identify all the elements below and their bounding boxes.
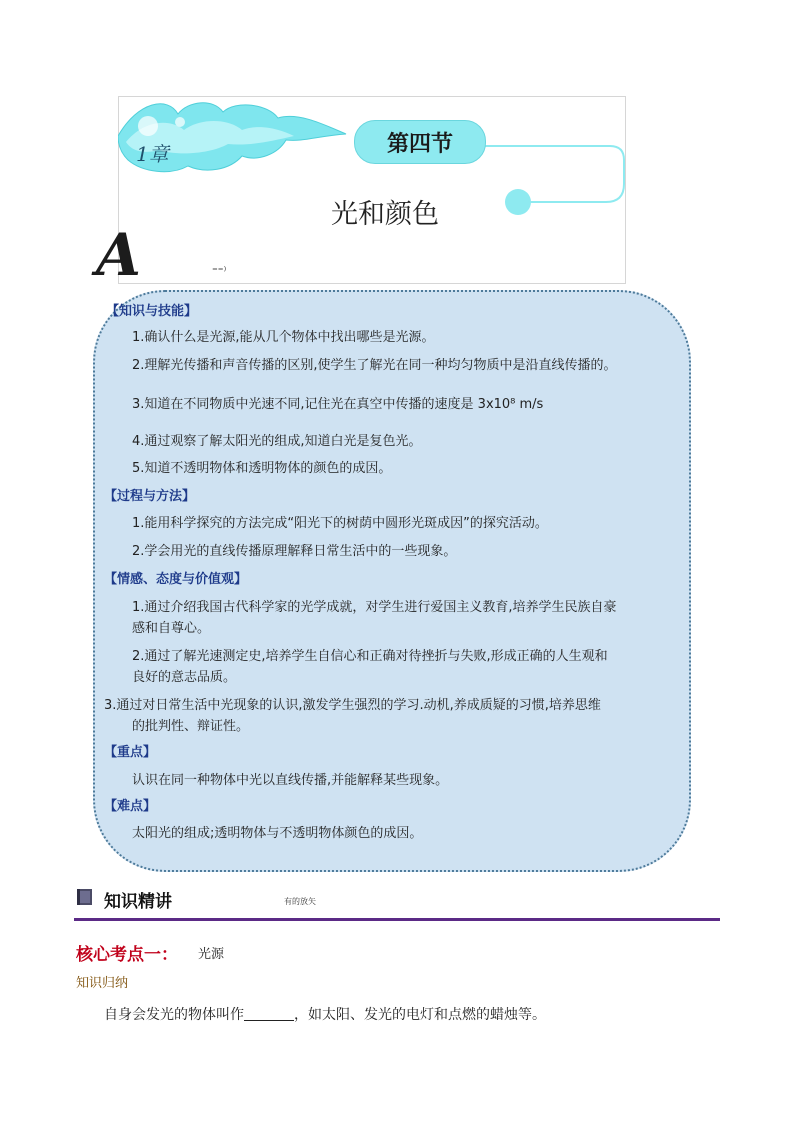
section-heading: 知识精讲 — [104, 892, 172, 912]
process-item: 1.能用科学探究的方法完成“阳光下的树荫中圆形光斑成因”的探究活动。 — [132, 516, 548, 531]
knowledge-item: 3.知道在不同物质中光速不同,记住光在真空中传播的速度是 3x10⁸ m/s — [132, 397, 544, 412]
attitude-item-line: 感和自尊心。 — [132, 621, 211, 636]
process-methods-heading: 【过程与方法】 — [104, 489, 196, 504]
section-divider — [74, 918, 720, 921]
knowledge-item: 4.通过观察了解太阳光的组成,知道白光是复色光。 — [132, 434, 422, 449]
lesson-title: 光和颜色 — [331, 199, 439, 230]
difficulty-text: 太阳光的组成;透明物体与不透明物体颜色的成因。 — [132, 826, 423, 841]
knowledge-skills-heading: 【知识与技能】 — [106, 304, 198, 319]
attitude-item-line: 的批判性、辩证性。 — [132, 719, 250, 734]
key-points-heading: 【重点】 — [104, 745, 157, 760]
knowledge-summary-label: 知识归纳 — [76, 976, 129, 991]
fill-in-question — [104, 1004, 546, 1024]
answer-blank[interactable] — [244, 1006, 294, 1021]
attitude-values-heading: 【情感、态度与价值观】 — [104, 572, 248, 587]
core-point-topic: 光源 — [198, 947, 225, 962]
knowledge-item: 1.确认什么是光源,能从几个物体中找出哪些是光源。 — [132, 330, 435, 345]
decorative-letter: A — [96, 221, 142, 289]
key-points-text: 认识在同一种物体中光以直线传播,并能解释某些现象。 — [132, 773, 449, 788]
attitude-item-line: 1.通过介绍我国古代科学家的光学成就，对学生进行爱国主义教育,培养学生民族自豪 — [132, 600, 617, 615]
decorative-mark: ⁼⁼⁾ — [212, 264, 227, 277]
question-text-before: 自身会发光的物体叫作 — [104, 1007, 244, 1023]
attitude-item-line: 3.通过对日常生活中光现象的认识,激发学生强烈的学习.动机,养成质疑的习惯,培养思维 — [104, 698, 601, 713]
core-point-title: 核心考点一： — [76, 945, 178, 965]
question-text-after: ，如太阳、发光的电灯和点燃的蜡烛等。 — [294, 1007, 546, 1023]
attitude-item-line: 2.通过了解光速测定史,培养学生自信心和正确对待挫折与失败,形成正确的人生观和 — [132, 649, 608, 664]
section-number-badge: 第四节 — [354, 120, 486, 164]
knowledge-item: 2.理解光传播和声音传播的区别,使学生了解光在同一种均匀物质中是沿直线传播的。 — [132, 358, 617, 373]
section-subheading: 有的放矢 — [284, 897, 316, 906]
knowledge-item: 5.知道不透明物体和透明物体的颜色的成因。 — [132, 461, 392, 476]
section-connector-line — [480, 130, 640, 220]
book-icon — [76, 888, 93, 906]
difficulty-heading: 【难点】 — [104, 799, 157, 814]
attitude-item-line: 良好的意志品质。 — [132, 670, 237, 685]
process-item: 2.学会用光的直线传播原理解释日常生活中的一些现象。 — [132, 544, 457, 559]
chapter-label: 1章 — [136, 142, 169, 166]
